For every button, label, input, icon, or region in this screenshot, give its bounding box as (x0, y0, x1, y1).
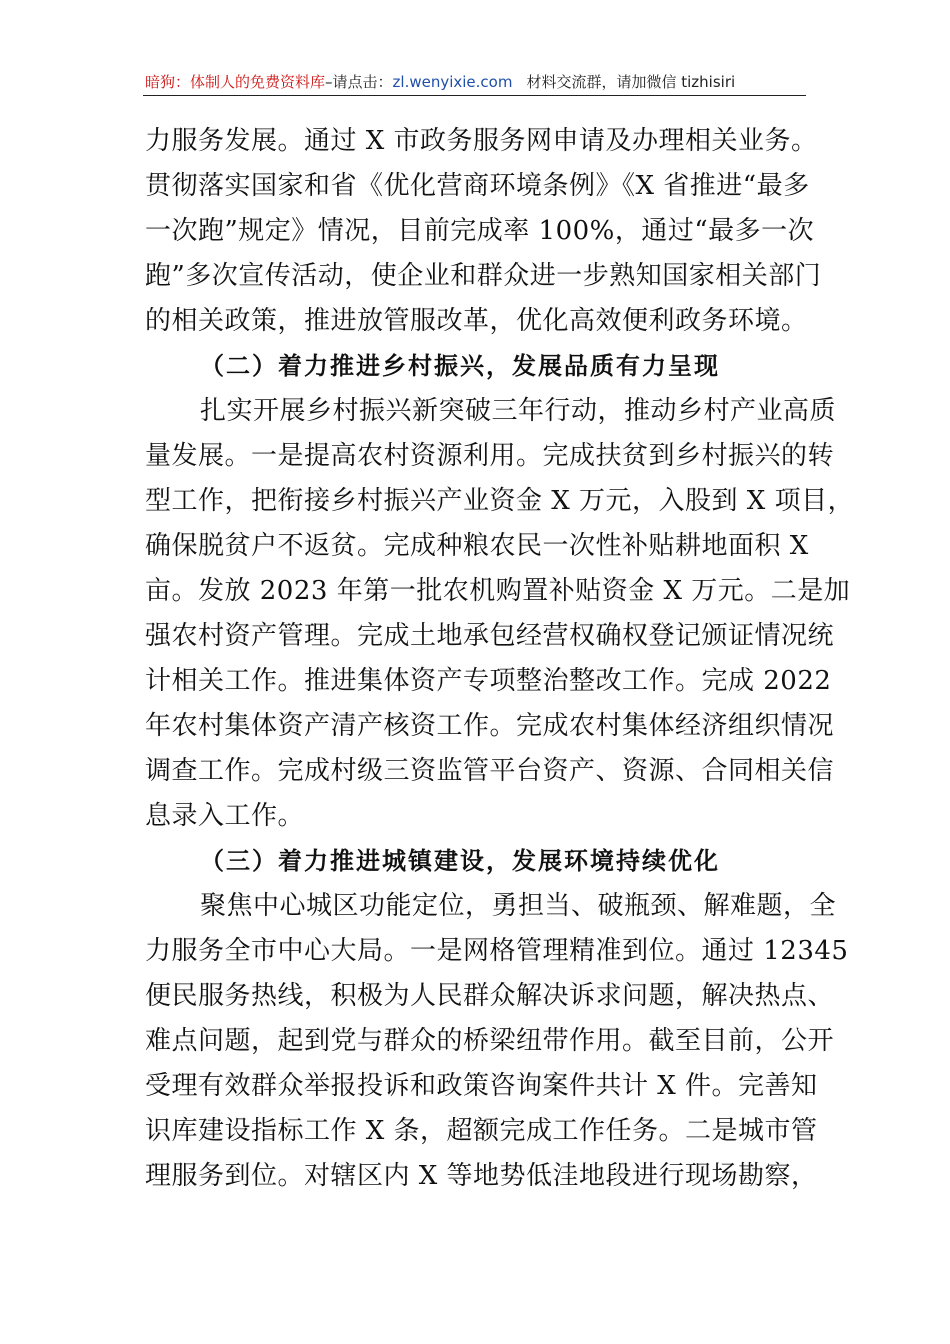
body-line: 理服务到位。对辖区内 X 等地势低洼地段进行现场勘察， (145, 1161, 818, 1191)
body-line: 难点问题，起到党与群众的桥梁纽带作用。截至目前，公开 (145, 1026, 835, 1056)
body-line: 确保脱贫户不返贫。完成种粮农民一次性补贴耕地面积 X (145, 531, 809, 561)
body-line: 的相关政策，推进放管服改革，优化高效便利政务环境。 (145, 306, 808, 336)
body-line: 亩。发放 2023 年第一批农机购置补贴资金 X 万元。二是加 (145, 576, 851, 606)
header-contact: 材料交流群，请加微信 tizhisiri (526, 73, 736, 91)
body-line: 跑”多次宣传活动，使企业和群众进一步熟知国家相关部门 (145, 261, 822, 291)
page-header (145, 70, 805, 94)
header-prompt: –请点击： (325, 73, 393, 91)
header-link[interactable]: zl.wenyixie.com (392, 73, 513, 91)
body-line: 调查工作。完成村级三资监管平台资产、资源、合同相关信 (145, 756, 835, 786)
body-line: 力服务全市中心大局。一是网格管理精准到位。通过 12345 (145, 936, 849, 966)
body-line: 贯彻落实国家和省《优化营商环境条例》《X 省推进“最多 (145, 171, 810, 201)
body-line: 量发展。一是提高农村资源利用。完成扶贫到乡村振兴的转 (145, 441, 835, 471)
paragraph-first-line: 扎实开展乡村振兴新突破三年行动，推动乡村产业高质 (200, 396, 837, 426)
body-line: 识库建设指标工作 X 条，超额完成工作任务。二是城市管 (145, 1116, 818, 1146)
body-line: 计相关工作。推进集体资产专项整治整改工作。完成 2022 (145, 666, 832, 696)
body-line: 受理有效群众举报投诉和政策咨询案件共计 X 件。完善知 (145, 1071, 818, 1101)
body-line: 力服务发展。通过 X 市政务服务网申请及办理相关业务。 (145, 126, 818, 156)
body-line: 强农村资产管理。完成土地承包经营权确权登记颁证情况统 (145, 621, 835, 651)
body-line: 息录入工作。 (145, 801, 305, 831)
header-brand: 暗狗：体制人的免费资料库 (145, 73, 326, 91)
section-heading: （三）着力推进城镇建设，发展环境持续优化 (200, 847, 720, 875)
body-line: 便民服务热线，积极为人民群众解决诉求问题，解决热点、 (145, 981, 835, 1011)
body-line: 一次跑”规定》情况，目前完成率 100%，通过“最多一次 (145, 216, 815, 246)
body-line: 型工作，把衔接乡村振兴产业资金 X 万元，入股到 X 项目， (145, 486, 855, 516)
paragraph-first-line: 聚焦中心城区功能定位，勇担当、破瓶颈、解难题，全 (200, 891, 837, 921)
body-line: 年农村集体资产清产核资工作。完成农村集体经济组织情况 (145, 711, 835, 741)
header-divider (143, 95, 806, 96)
section-heading: （二）着力推进乡村振兴，发展品质有力呈现 (200, 352, 720, 380)
